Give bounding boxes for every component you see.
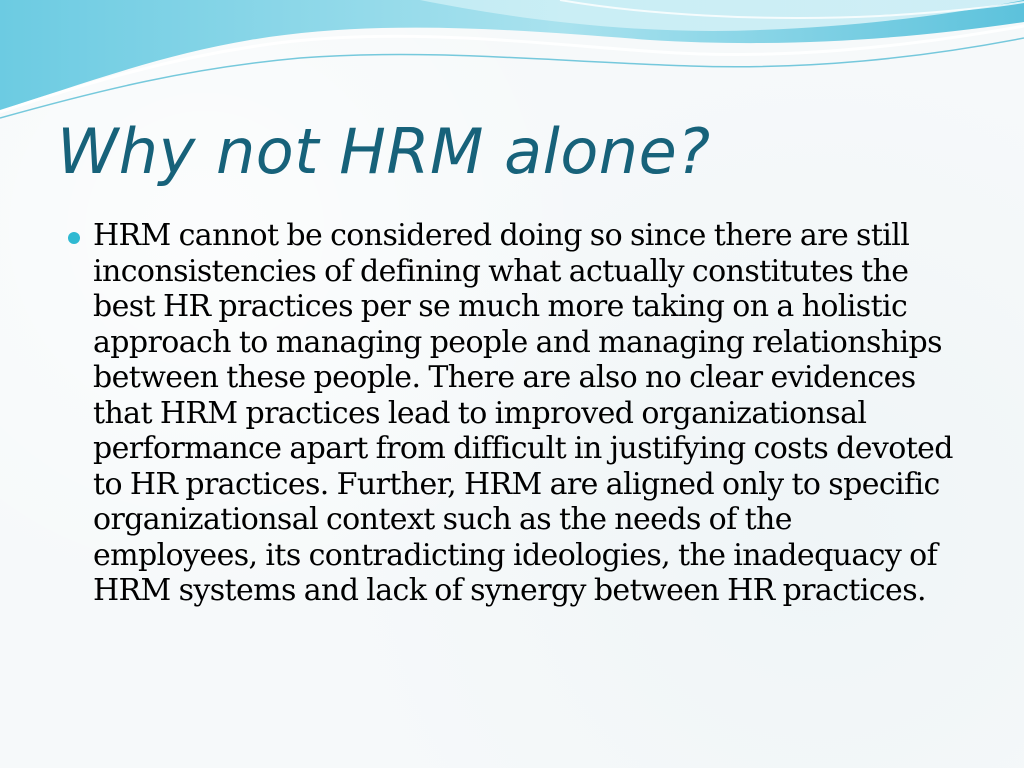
bullet-text: HRM cannot be considered doing so since there are still inconsistencies of defining what actually constitutes the best HR practices per se much more taking on a holistic approach to managing people and managing relationships between these people. There are also no clear evidences that HRM practices lead to improved organizationsal performance apart from difficult in justifying costs devoted to HR practices. Further, HRM are aligned only to specific organizationsal context such as the needs of the employees, its contradicting ideologies, the inadequacy of HRM systems and lack of synergy between HR practices. (93, 218, 953, 608)
slide-title: Why not HRM alone? (57, 115, 711, 188)
bullet-list (62, 218, 962, 609)
header-wave-decoration (0, 0, 1024, 130)
bullet-point-icon (68, 232, 80, 244)
bullet-item (62, 218, 962, 609)
